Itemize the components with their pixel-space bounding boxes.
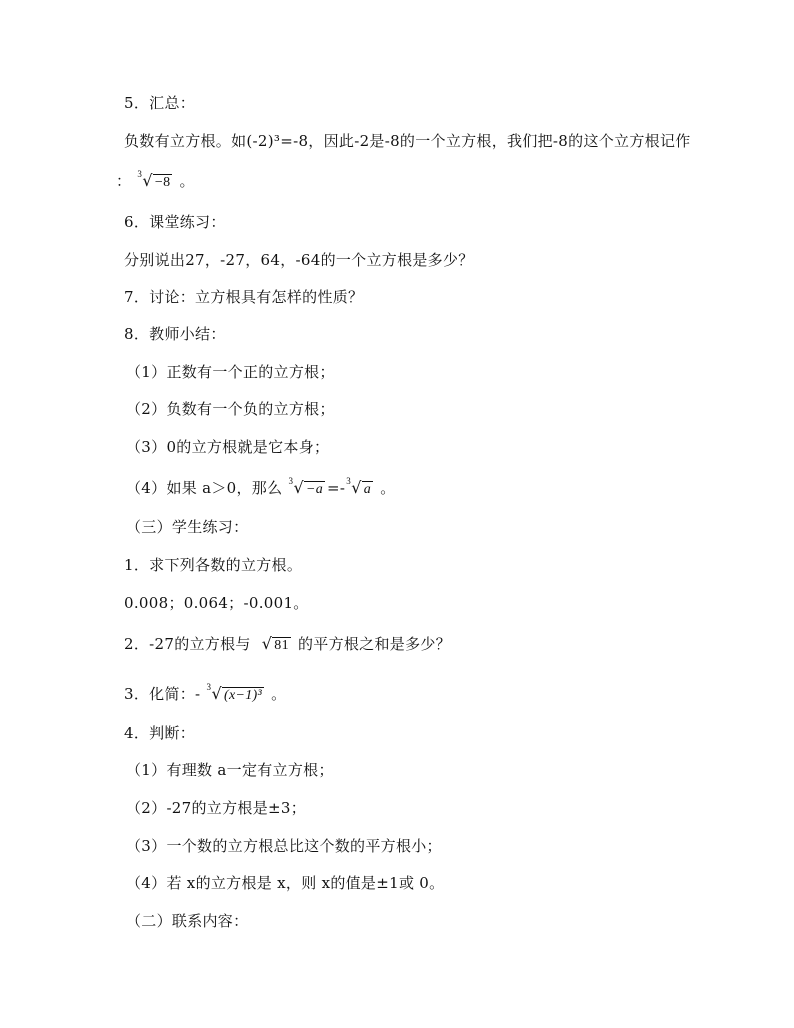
section-8-title: 8．教师小结： xyxy=(124,325,226,343)
item4-suffix: 。 xyxy=(380,479,396,497)
cube-root-neg-a xyxy=(289,478,325,500)
ex2-suffix: 的平方根之和是多少？ xyxy=(297,635,451,653)
ex3-suffix: 。 xyxy=(271,685,287,703)
summary-item-4 xyxy=(126,478,396,500)
radicand: a xyxy=(363,482,372,497)
exercise-1-values: 0.008；0.064；-0.001。 xyxy=(124,594,309,612)
summary-item-3: （3）0的立方根就是它本身； xyxy=(126,438,330,456)
ex2-prefix: 2．-27的立方根与 xyxy=(124,635,251,653)
cube-root-neg8 xyxy=(138,171,172,193)
square-root-81 xyxy=(258,634,291,656)
judge-item-1: （1）有理数 a一定有立方根； xyxy=(126,761,334,779)
summary-item-1: （1）正数有一个正的立方根； xyxy=(126,363,335,381)
radicand: −a xyxy=(305,482,324,497)
radicand: 81 xyxy=(274,638,289,653)
section-last-title: （二）联系内容： xyxy=(126,912,249,930)
root-index: 3 xyxy=(206,682,212,692)
exercise-4-title: 4．判断： xyxy=(124,724,196,742)
exercise-1-text: 1．求下列各数的立方根。 xyxy=(124,556,303,574)
ex3-prefix: 3．化简：- xyxy=(124,685,201,703)
cube-root-expression xyxy=(208,684,264,706)
summary-item-2: （2）负数有一个负的立方根； xyxy=(126,400,335,418)
radicand: (x−1)³ xyxy=(224,688,262,703)
radical-sign: √ xyxy=(293,478,304,497)
section-6-title: 6．课堂练习： xyxy=(124,213,226,231)
period-suffix: 。 xyxy=(179,172,195,190)
item4-prefix: （4）如果 a＞0，那么 xyxy=(126,479,283,497)
section-5-title: 5．汇总： xyxy=(124,94,196,112)
radical-sign: √ xyxy=(211,684,222,703)
radical-sign: √ xyxy=(261,634,273,653)
root-index: 3 xyxy=(288,476,294,486)
judge-item-2: （2）-27的立方根是±3； xyxy=(126,799,307,817)
judge-item-3: （3）一个数的立方根总比这个数的平方根小； xyxy=(126,837,442,855)
judge-item-4: （4）若 x的立方根是 x，则 x的值是±1或 0。 xyxy=(126,874,445,892)
exercise-2 xyxy=(124,634,451,656)
root-index: 3 xyxy=(346,476,352,486)
radical-sign: √ xyxy=(142,171,153,190)
item4-mid: =- xyxy=(327,479,346,497)
section-5-text: 负数有立方根。如(-2)³=-8，因此-2是-8的一个立方根，我们把-8的这个立方根记作 xyxy=(124,132,691,150)
colon-prefix: ： xyxy=(116,172,132,190)
radicand: −8 xyxy=(154,175,171,190)
section-5-formula-line xyxy=(116,171,195,193)
section-3-title: （三）学生练习： xyxy=(126,518,249,536)
exercise-3 xyxy=(124,684,286,706)
section-7-text: 7．讨论：立方根具有怎样的性质？ xyxy=(124,288,364,306)
root-index: 3 xyxy=(137,169,143,179)
cube-root-a xyxy=(347,478,373,500)
section-6-text: 分别说出27，-27，64，-64的一个立方根是多少？ xyxy=(124,251,474,269)
radical-sign: √ xyxy=(351,478,362,497)
